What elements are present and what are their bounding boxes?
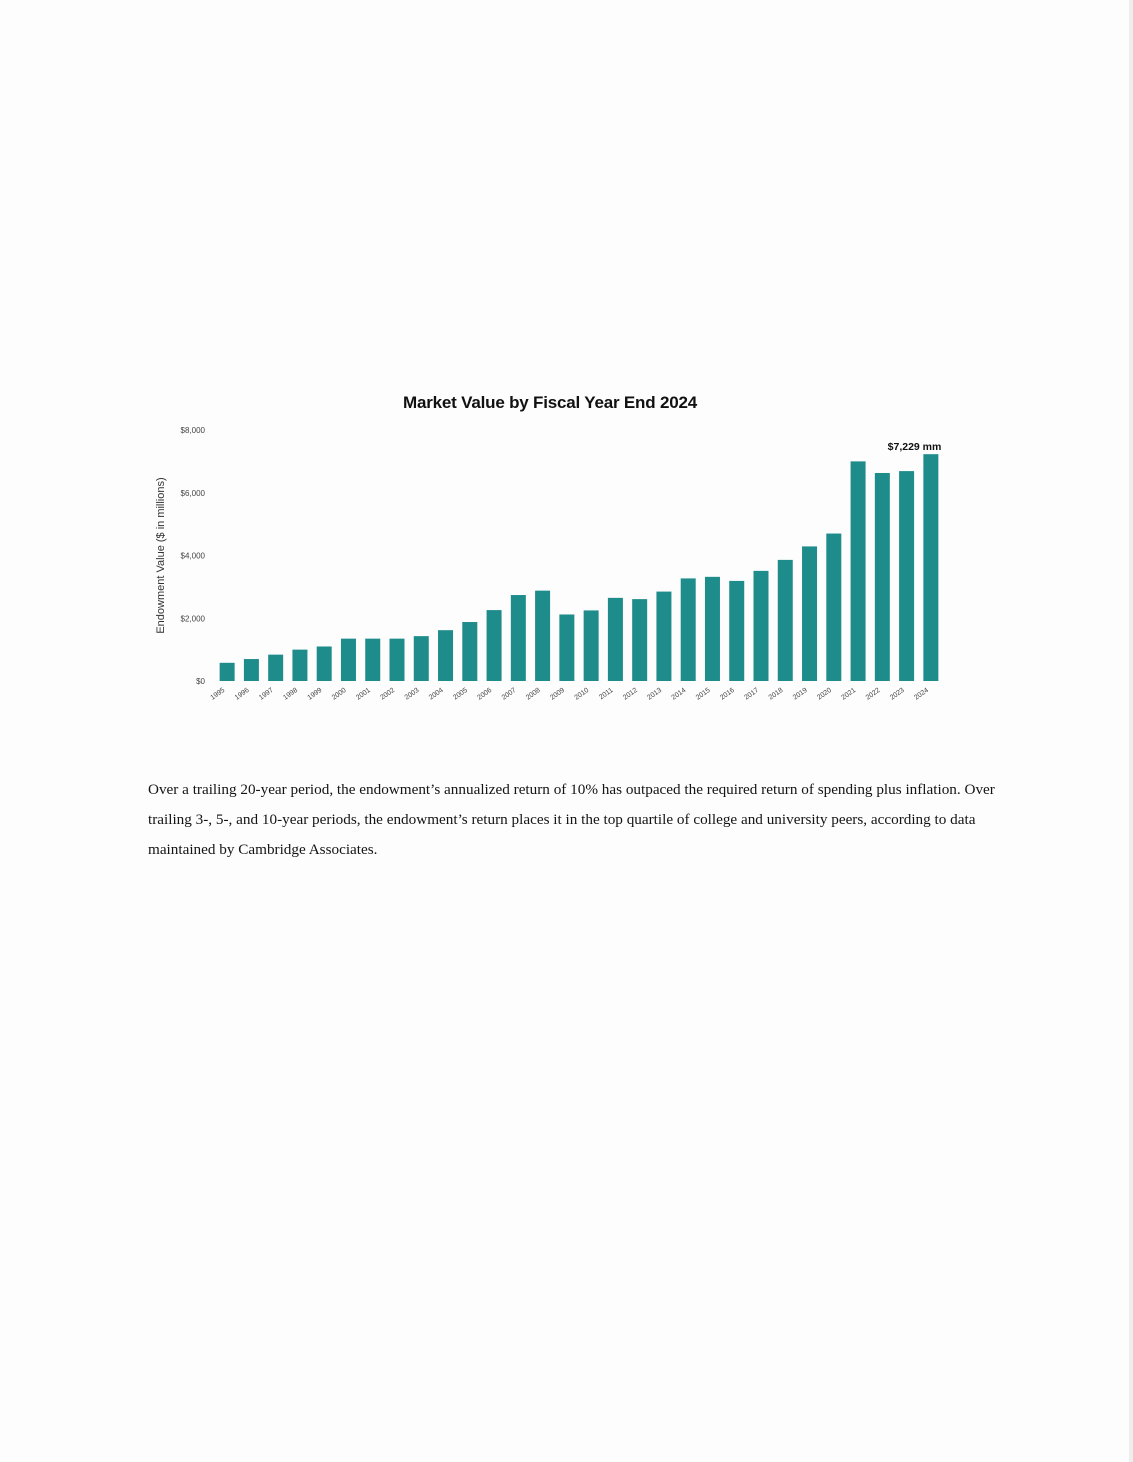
bar-2021 [851,461,866,681]
bar-2019 [802,546,817,681]
x-tick-label: 2005 [452,686,469,702]
bar-2020 [826,534,841,681]
x-tick-label: 2012 [622,686,639,702]
x-tick-label: 2015 [694,686,712,702]
chart-title: Market Value by Fiscal Year End 2024 [403,393,697,412]
bar-2004 [438,630,453,681]
bar-1997 [268,655,283,681]
x-tick-label: 2011 [598,686,615,702]
bar-2013 [656,592,671,681]
x-tick-label: 2022 [864,686,882,702]
y-tick-label: $0 [196,677,205,686]
x-tick-label: 2020 [816,686,833,702]
x-tick-label: 2003 [403,686,421,702]
bar-2009 [559,614,574,681]
y-tick-label: $2,000 [180,614,205,624]
x-tick-label: 2014 [670,686,688,702]
bar-2000 [341,639,356,681]
body-paragraph: Over a trailing 20-year period, the endowment’s annualized return of 10% has outpaced the required return of spending plus inflation. Over trailing 3-, 5-, and 10-year periods, the endowment’s return places it in the top quartile of college and university peers, according to data maintained by Cambridge Associates. [148,781,995,858]
bar-2012 [632,599,647,681]
x-tick-label: 2000 [330,686,348,702]
x-tick-label: 2021 [840,686,858,702]
x-tick-label: 2017 [743,686,761,702]
chart-plot [150,385,960,715]
y-axis-title: Endowment Value ($ in millions) [155,477,167,634]
market-value-chart [150,385,960,715]
bar-1995 [220,663,235,681]
x-tick-label: 1997 [258,686,275,702]
x-tick-label: 2016 [719,686,736,702]
bar-2011 [608,598,623,681]
bar-2003 [414,636,429,681]
bar-1996 [244,659,259,681]
bar-2017 [754,571,769,681]
y-tick-label: $6,000 [180,488,205,498]
x-tick-label: 2008 [524,686,542,702]
bar-2002 [390,639,405,681]
x-tick-label: 1999 [306,686,324,702]
y-tick-label: $8,000 [180,426,205,435]
bar-2018 [778,560,793,681]
x-tick-label: 2009 [549,686,567,702]
bar-2015 [705,577,720,681]
x-tick-label: 2013 [646,686,664,702]
bar-1999 [317,646,332,681]
bar-2016 [729,581,744,681]
bar-2024 [923,454,938,681]
x-tick-label: 2006 [476,686,494,702]
x-tick-label: 1995 [209,686,227,702]
x-tick-label: 2002 [379,686,397,702]
bar-1998 [292,650,307,681]
x-tick-label: 2024 [913,686,931,702]
bar-2001 [365,639,380,681]
bar-2007 [511,595,526,681]
y-tick-label: $4,000 [180,551,205,561]
bar-2014 [681,578,696,681]
bar-2006 [487,610,502,681]
data-annotation: $7,229 mm [887,441,942,454]
x-tick-label: 1996 [233,686,251,702]
page-edge [1129,0,1133,1462]
x-tick-label: 1998 [282,686,300,702]
x-tick-label: 2019 [791,686,809,702]
bar-2008 [535,591,550,681]
bar-2023 [899,471,914,681]
x-tick-label: 2018 [767,686,785,702]
x-tick-label: 2004 [427,686,445,702]
x-tick-label: 2010 [573,686,591,702]
bar-2005 [462,622,477,681]
x-tick-label: 2001 [355,686,372,702]
x-tick-label: 2023 [888,686,906,702]
x-tick-label: 2007 [500,686,518,702]
bar-2010 [584,610,599,681]
bar-2022 [875,473,890,681]
